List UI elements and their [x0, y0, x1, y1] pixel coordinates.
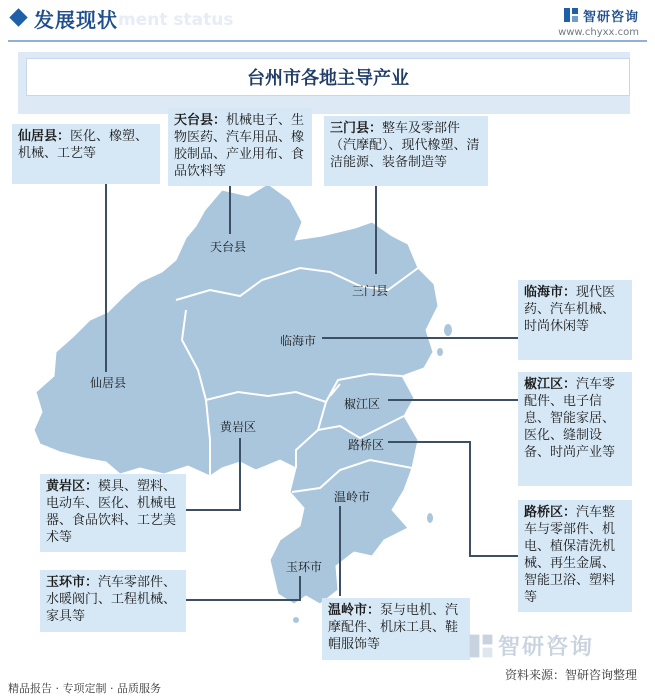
callout-huangyan: [40, 474, 186, 552]
watermark: [468, 630, 594, 661]
callout-industries: 整车及零部件（汽摩配）、现代橡塑、清洁能源、装备制造等: [330, 121, 480, 170]
callout-luqiao: [518, 500, 632, 612]
callout-industries: 汽车零配件、电子信息、智能家居、医化、缝制设备、时尚产业等: [524, 377, 616, 460]
callout-industries: 模具、塑料、电动车、医化、机械电器、食品饮料、工艺美术等: [46, 479, 177, 545]
place-label: 三门县: [352, 284, 389, 298]
callout-region: 天台县：: [174, 113, 227, 128]
place-label: 临海市: [280, 334, 317, 348]
footer-slogan: 精品报告 · 专项定制 · 品质服务: [8, 682, 161, 695]
callout-industries: 现代医药、汽车机械、时尚休闲等: [524, 285, 616, 334]
callout-industries: 医化、橡塑、机械、工艺等: [18, 129, 149, 161]
place-label: 路桥区: [348, 438, 385, 452]
callout-industries: 泵与电机、汽摩配件、机床工具、鞋帽服饰等: [328, 603, 459, 652]
place-label: 玉环市: [286, 560, 323, 574]
place-label: 仙居县: [90, 376, 127, 390]
callout-industries: 汽车零部件、水暖阀门、工程机械、家具等: [46, 575, 177, 624]
callout-industries: 机械电子、生物医药、汽车用品、橡胶制品、产业用布、食品饮料等: [174, 113, 305, 179]
callout-region: 三门县：: [330, 121, 383, 136]
place-label: 温岭市: [334, 490, 371, 504]
callout-jiaojiang: [518, 372, 632, 486]
callout-linhai: [518, 280, 632, 360]
callout-region: 玉环市：: [46, 575, 99, 590]
section-title: 发展现状: [34, 8, 118, 32]
callout-industries: 汽车整车与零部件、机电、植保清洗机械、再生金属、智能卫浴、塑料等: [524, 505, 616, 605]
map-title: 台州市各地主导产业: [26, 58, 630, 96]
watermark-text: 智研咨询: [498, 635, 595, 660]
section-ghost-subtitle: ment status: [118, 10, 234, 30]
source-note: 资料来源：智研咨询整理: [504, 668, 637, 682]
callout-region: 临海市：: [524, 285, 577, 300]
place-label: 天台县: [210, 240, 247, 254]
callout-region: 黄岩区：: [46, 479, 99, 494]
callout-wenling: [322, 598, 470, 660]
callout-tiantai: [168, 108, 312, 186]
place-label: 椒江区: [344, 397, 381, 411]
callout-region: 仙居县：: [18, 129, 71, 144]
brand-name: 智研咨询: [582, 9, 639, 25]
watermark-logo-icon: [468, 633, 494, 659]
brand-url: www.chyxx.com: [558, 27, 639, 38]
callout-region: 路桥区：: [524, 505, 577, 520]
callout-region: 椒江区：: [524, 377, 577, 392]
callout-yuhuan: [40, 570, 186, 632]
callout-xianju: [12, 124, 160, 184]
place-label: 黄岩区: [220, 420, 257, 434]
callout-sanmen: [324, 116, 488, 186]
callout-region: 温岭市：: [328, 603, 381, 618]
